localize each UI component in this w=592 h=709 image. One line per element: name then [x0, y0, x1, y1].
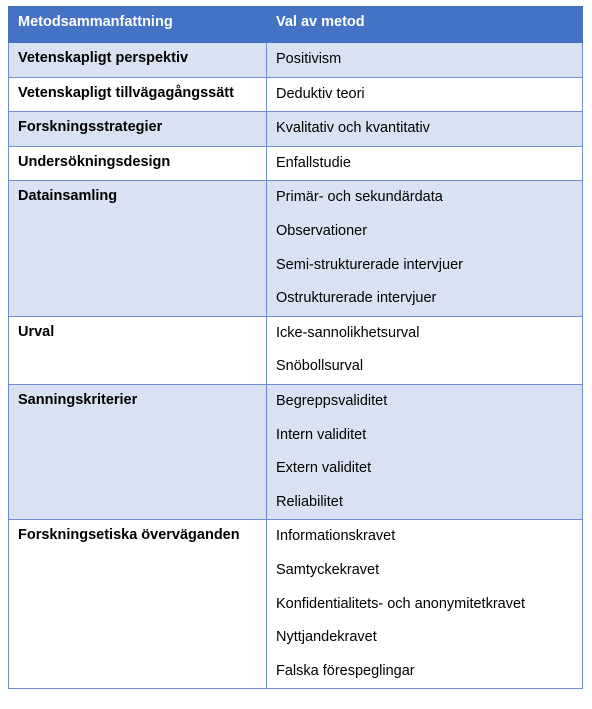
- row-value: Kvalitativ och kvantitativ: [276, 120, 430, 137]
- table-row: [9, 77, 583, 112]
- row-values-cell: [267, 181, 583, 316]
- row-label-cell: [9, 77, 267, 112]
- row-value: Observationer: [276, 222, 368, 239]
- row-value: Begreppsvaliditet: [276, 392, 388, 409]
- table-row: [9, 181, 583, 316]
- header-row: [9, 7, 583, 43]
- row-label: Vetenskapligt perspektiv: [18, 50, 189, 66]
- row-values-cell: [267, 146, 583, 181]
- row-value: Snöbollsurval: [276, 358, 364, 375]
- header-method-summary: Metodsammanfattning: [9, 7, 267, 43]
- row-value: Konfidentialitets- och anonymitetkravet: [276, 595, 526, 612]
- table-row: [9, 384, 583, 519]
- row-label: Sanningskriterier: [18, 391, 138, 408]
- table-row: [9, 520, 583, 689]
- row-values-cell: [267, 42, 583, 77]
- table-body: [9, 42, 583, 689]
- row-value: Informationskravet: [276, 528, 396, 545]
- row-label: Forskningsetiska överväganden: [18, 527, 240, 544]
- row-values-cell: [267, 77, 583, 112]
- row-value: Ostrukturerade intervjuer: [276, 290, 437, 307]
- row-values-cell: [267, 520, 583, 689]
- row-values-cell: [267, 384, 583, 519]
- row-label-cell: [9, 181, 267, 316]
- row-label-cell: [9, 520, 267, 689]
- row-value: Semi-strukturerade intervjuer: [276, 256, 463, 273]
- row-value: Primär- och sekundärdata: [276, 189, 443, 206]
- row-value: Icke-sannolikhetsurval: [276, 324, 420, 341]
- method-summary-table: [8, 6, 583, 689]
- row-value: Extern validitet: [276, 460, 372, 477]
- row-values-cell: [267, 316, 583, 384]
- row-label-cell: [9, 146, 267, 181]
- row-label: Urval: [18, 323, 55, 340]
- row-value: Falska förespeglingar: [276, 662, 415, 679]
- table-row: [9, 316, 583, 384]
- row-label-cell: [9, 316, 267, 384]
- table-row: [9, 112, 583, 147]
- header-method-choice: Val av metod: [267, 7, 583, 43]
- row-label: Undersökningsdesign: [18, 153, 171, 170]
- table-row: [9, 146, 583, 181]
- row-value: Deduktiv teori: [276, 85, 365, 102]
- row-label-cell: [9, 112, 267, 147]
- row-label: Forskningsstrategier: [18, 119, 163, 136]
- row-value: Nyttjandekravet: [276, 629, 377, 646]
- row-label: Vetenskapligt tillvägagångssätt: [18, 84, 234, 101]
- row-label-cell: [9, 42, 267, 77]
- row-value: Enfallstudie: [276, 154, 351, 171]
- table-row: [9, 42, 583, 77]
- row-value: Reliabilitet: [276, 493, 343, 510]
- row-value: Intern validitet: [276, 426, 367, 443]
- row-label: Datainsamling: [18, 188, 118, 205]
- row-value: Positivism: [276, 51, 342, 67]
- row-value: Samtyckekravet: [276, 561, 380, 578]
- row-values-cell: [267, 112, 583, 147]
- row-label-cell: [9, 384, 267, 519]
